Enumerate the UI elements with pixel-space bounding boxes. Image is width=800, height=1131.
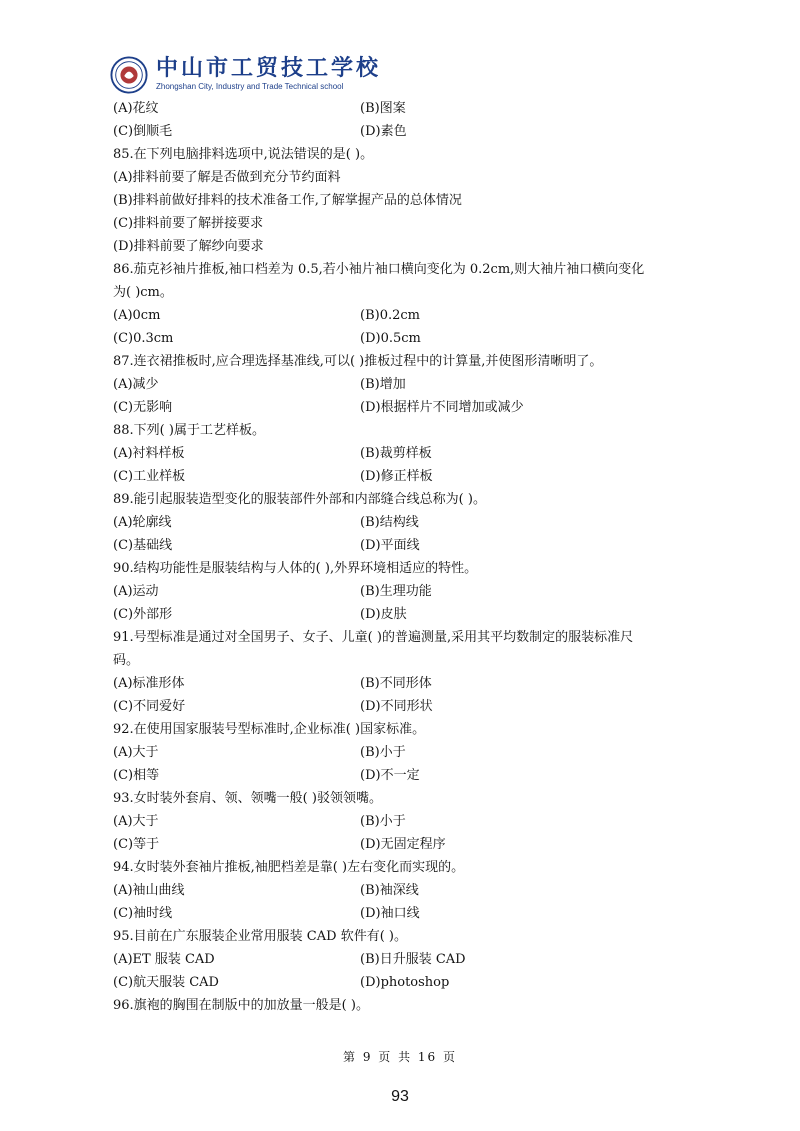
option-left: (C)等于 bbox=[113, 837, 160, 852]
option-row bbox=[113, 741, 693, 764]
option-right: (B)日升服装 CAD bbox=[360, 952, 466, 967]
option-left: (A)大于 bbox=[113, 745, 159, 760]
option-row bbox=[113, 902, 693, 925]
option-row bbox=[113, 833, 693, 856]
question-text: 96.旗袍的胸围在制版中的加放量一般是( )。 bbox=[113, 998, 369, 1013]
option-row bbox=[113, 695, 693, 718]
question-text: 86.茄克衫袖片推板,袖口档差为 0.5,若小袖片袖口横向变化为 0.2cm,则大袖片袖口横向变化 bbox=[113, 262, 645, 277]
option-row bbox=[113, 120, 693, 143]
option-row bbox=[113, 580, 693, 603]
school-logo-icon bbox=[110, 56, 148, 94]
option-right: (B)生理功能 bbox=[360, 584, 432, 599]
option-right: (B)裁剪样板 bbox=[360, 446, 432, 461]
option-left: (C)无影响 bbox=[113, 400, 173, 415]
option-row bbox=[113, 97, 693, 120]
option-left: (C)不同爱好 bbox=[113, 699, 186, 714]
option-row bbox=[113, 465, 693, 488]
option-left: (A)0cm bbox=[113, 308, 161, 323]
option-left: (A)袖山曲线 bbox=[113, 883, 185, 898]
text-line: (B)排料前做好排料的技术准备工作,了解掌握产品的总体情况 bbox=[113, 193, 462, 208]
school-name: 中山市工贸技工学校 bbox=[156, 56, 382, 81]
option-right: (B)增加 bbox=[360, 377, 406, 392]
option-row bbox=[113, 442, 693, 465]
option-right: (B)图案 bbox=[360, 101, 406, 116]
option-row bbox=[113, 304, 693, 327]
option-row bbox=[113, 373, 693, 396]
question-text: 88.下列( )属于工艺样板。 bbox=[113, 423, 265, 438]
option-left: (C)袖时线 bbox=[113, 906, 173, 921]
option-row bbox=[113, 810, 693, 833]
option-row bbox=[113, 327, 693, 350]
option-row bbox=[113, 948, 693, 971]
school-name-en: Zhongshan City, Industry and Trade Technical school bbox=[156, 82, 344, 91]
question-text: 93.女时装外套肩、领、领嘴一般( )驳领领嘴。 bbox=[113, 791, 382, 806]
option-right: (D)平面线 bbox=[360, 538, 420, 553]
option-right: (B)结构线 bbox=[360, 515, 419, 530]
question-text: 89.能引起服装造型变化的服装部件外部和内部缝合线总称为( )。 bbox=[113, 492, 486, 507]
option-left: (A)标准形体 bbox=[113, 676, 185, 691]
option-left: (C)相等 bbox=[113, 768, 160, 783]
option-row bbox=[113, 603, 693, 626]
question-text: 95.目前在广东服装企业常用服装 CAD 软件有( )。 bbox=[113, 929, 407, 944]
question-text: 94.女时装外套袖片推板,袖肥档差是靠( )左右变化而实现的。 bbox=[113, 860, 465, 875]
option-right: (D)不同形状 bbox=[360, 699, 433, 714]
option-row bbox=[113, 879, 693, 902]
option-left: (A)运动 bbox=[113, 584, 159, 599]
option-left: (A)轮廓线 bbox=[113, 515, 172, 530]
option-right: (D)修正样板 bbox=[360, 469, 433, 484]
option-left: (C)基础线 bbox=[113, 538, 173, 553]
option-left: (C)工业样板 bbox=[113, 469, 186, 484]
option-right: (D)袖口线 bbox=[360, 906, 420, 921]
option-right: (D)0.5cm bbox=[360, 331, 421, 346]
option-row bbox=[113, 396, 693, 419]
option-left: (C)倒顺毛 bbox=[113, 124, 173, 139]
option-right: (B)不同形体 bbox=[360, 676, 432, 691]
option-right: (B)小于 bbox=[360, 745, 406, 760]
option-left: (A)大于 bbox=[113, 814, 159, 829]
option-left: (A)花纹 bbox=[113, 101, 159, 116]
option-right: (D)皮肤 bbox=[360, 607, 407, 622]
question-text: 91.号型标准是通过对全国男子、女子、儿童( )的普遍测量,采用其平均数制定的服装标准尺 bbox=[113, 630, 634, 645]
option-left: (C)0.3cm bbox=[113, 331, 174, 346]
option-left: (C)航天服装 CAD bbox=[113, 975, 219, 990]
option-right: (D)不一定 bbox=[360, 768, 420, 783]
text-line: (A)排料前要了解是否做到充分节约面料 bbox=[113, 170, 341, 185]
text-line: 码。 bbox=[113, 653, 140, 668]
option-left: (A)减少 bbox=[113, 377, 159, 392]
option-row bbox=[113, 534, 693, 557]
option-right: (B)袖深线 bbox=[360, 883, 419, 898]
page-number: 93 bbox=[391, 1088, 409, 1105]
option-right: (B)小于 bbox=[360, 814, 406, 829]
question-text: 87.连衣裙推板时,应合理选择基准线,可以( )推板过程中的计算量,并使图形清晰明了。 bbox=[113, 354, 603, 369]
option-row bbox=[113, 971, 693, 994]
question-text: 92.在使用国家服装号型标准时,企业标准( )国家标准。 bbox=[113, 722, 426, 737]
page-info: 第 9 页 共 16 页 bbox=[343, 1050, 457, 1064]
text-line: (C)排料前要了解拼接要求 bbox=[113, 216, 264, 231]
option-right: (D)photoshop bbox=[360, 975, 450, 990]
option-left: (A)衬料样板 bbox=[113, 446, 185, 461]
option-row bbox=[113, 511, 693, 534]
question-text: 85.在下列电脑排料选项中,说法错误的是( )。 bbox=[113, 147, 374, 162]
school-header bbox=[110, 56, 510, 96]
text-line: 为( )cm。 bbox=[113, 285, 173, 300]
question-content bbox=[113, 97, 693, 1017]
option-right: (D)素色 bbox=[360, 124, 407, 139]
option-right: (B)0.2cm bbox=[360, 308, 420, 323]
option-row bbox=[113, 764, 693, 787]
text-line: (D)排料前要了解纱向要求 bbox=[113, 239, 264, 254]
option-right: (D)根据样片不同增加或减少 bbox=[360, 400, 524, 415]
option-right: (D)无固定程序 bbox=[360, 837, 446, 852]
option-left: (C)外部形 bbox=[113, 607, 173, 622]
option-row bbox=[113, 672, 693, 695]
question-text: 90.结构功能性是服装结构与人体的( ),外界环境相适应的特性。 bbox=[113, 561, 478, 576]
option-left: (A)ET 服装 CAD bbox=[113, 952, 215, 967]
